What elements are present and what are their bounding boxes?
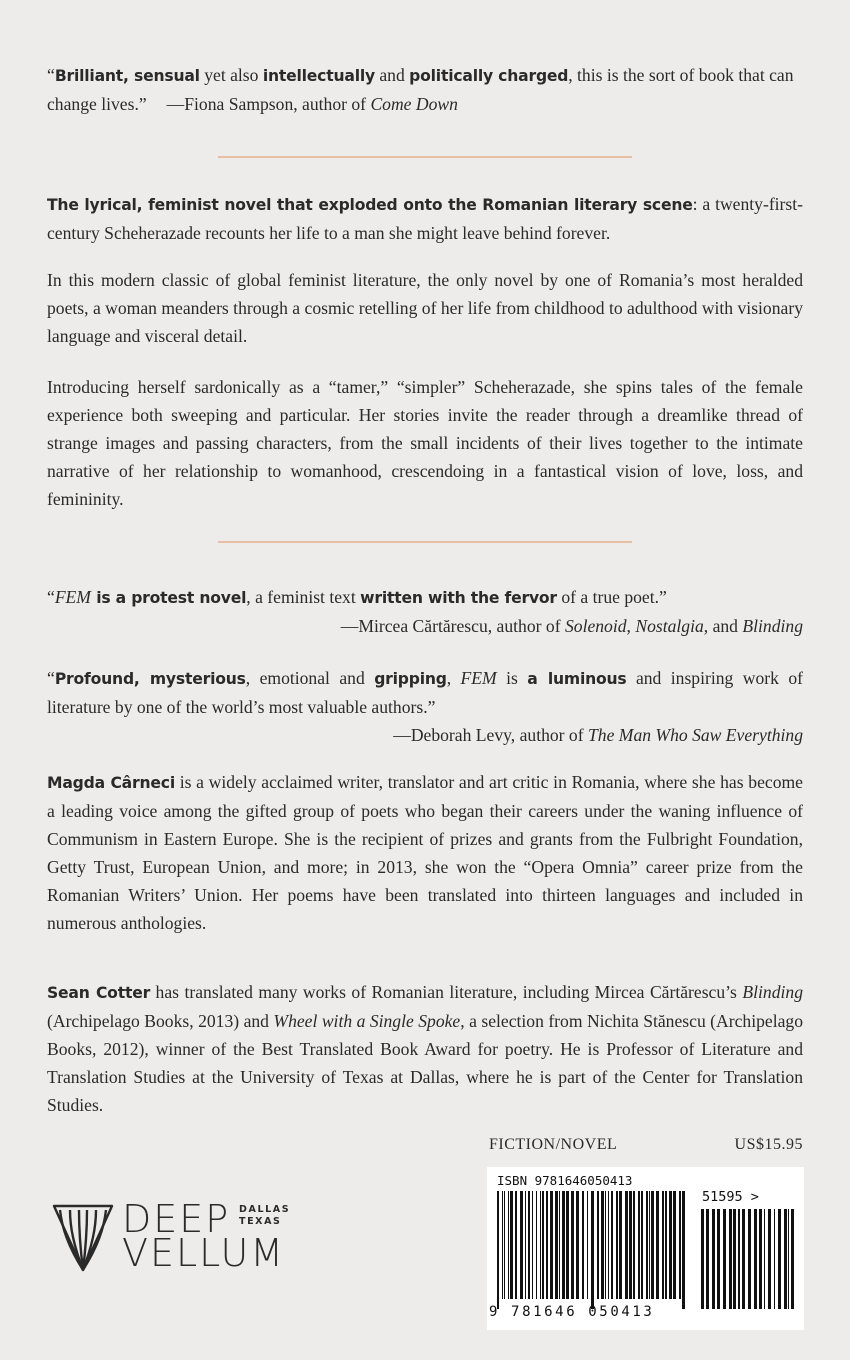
quote-highlight: written with the fervor bbox=[360, 589, 557, 607]
barcode-bar bbox=[673, 1191, 676, 1299]
quote-text: , bbox=[446, 668, 461, 688]
quote-text: , emotional and bbox=[245, 668, 375, 688]
barcode-bar bbox=[717, 1209, 720, 1309]
barcode-bar bbox=[712, 1209, 715, 1309]
barcode-bar bbox=[497, 1191, 499, 1309]
translator-name: Sean Cotter bbox=[47, 984, 151, 1002]
barcode-bar bbox=[778, 1209, 781, 1309]
addon-barcode bbox=[699, 1209, 795, 1309]
barcode-bar bbox=[733, 1209, 736, 1309]
divider-rule bbox=[218, 541, 632, 543]
quote-highlight: a luminous bbox=[527, 670, 627, 688]
attribution-work: Nostalgia bbox=[635, 616, 704, 636]
quote-highlight: Profound, mysterious bbox=[54, 670, 246, 688]
barcode-bar bbox=[748, 1209, 751, 1309]
attribution-text: —Fiona Sampson, author of bbox=[166, 94, 371, 114]
lead-text: : a twenty-first-century Scheherazade recounts her life to a man she might leave behind forever. bbox=[47, 194, 804, 243]
description-paragraph: Introducing herself sardonically as a “tamer,” “simpler” Scheherazade, she spins tales of the female experience both sweeping and particular. Her stories invite the reader through a dreamlike thread of strange images and passing characters, from the small incidents of their lives together to the intimate narrative of her relationship to womanhood, crescendoing in a fantastical vision of love, loss, and femininity. bbox=[47, 377, 803, 509]
barcode-bar bbox=[528, 1191, 530, 1299]
barcode-bar bbox=[525, 1191, 526, 1299]
barcode-bar bbox=[646, 1191, 648, 1299]
barcode-bar bbox=[591, 1191, 594, 1309]
barcode-bar bbox=[562, 1191, 565, 1299]
quote-body bbox=[47, 664, 803, 721]
barcode-bar bbox=[723, 1209, 726, 1309]
quote-book-title: FEM bbox=[54, 587, 91, 607]
genre-label: FICTION/NOVEL bbox=[489, 1136, 618, 1153]
barcode-bar bbox=[742, 1209, 745, 1309]
barcode-bar bbox=[559, 1191, 560, 1299]
barcode-bar bbox=[729, 1209, 732, 1309]
barcode-bar bbox=[791, 1209, 794, 1309]
bio-text: is a widely acclaimed writer, translator and art critic in Romania, where she has become a leading voice among the gifted group of poets who began their careers under the waning influence of Communism in Eastern Europe. She is the recipient of prizes and grants from the Fulbright Foundation, Getty Trust, European Union, and more; in 2013, she won the “Opera Omnia” career prize from the Romanian Writers’ Union. Her poems have been translated into thirteen languages and included in numerous anthologies. bbox=[47, 772, 803, 933]
price-label: US$15.95 bbox=[734, 1136, 803, 1153]
barcode-bar bbox=[679, 1191, 681, 1299]
attribution-text: —Deborah Levy, author of bbox=[393, 725, 588, 745]
logo-wordmark: VELLUM bbox=[122, 1231, 286, 1275]
quote-highlight: gripping bbox=[374, 670, 447, 688]
price-code: 51595 > bbox=[702, 1189, 759, 1205]
quote-attribution bbox=[167, 94, 458, 114]
publisher-logo bbox=[52, 1198, 312, 1278]
attribution-work: Solenoid bbox=[564, 616, 627, 636]
barcode-bar bbox=[502, 1191, 503, 1299]
logo-city-line: TEXAS bbox=[239, 1216, 282, 1227]
barcode-bar bbox=[536, 1191, 537, 1299]
barcode-bar bbox=[611, 1191, 613, 1299]
barcode-bar bbox=[759, 1209, 762, 1309]
barcode-bar bbox=[555, 1191, 558, 1299]
barcode-bar bbox=[738, 1209, 740, 1309]
author-bio bbox=[47, 768, 803, 937]
barcode-bar bbox=[542, 1191, 544, 1299]
barcode-bar bbox=[629, 1191, 632, 1299]
barcode-bar bbox=[669, 1191, 672, 1299]
barcode-bar bbox=[665, 1191, 667, 1299]
logo-city-line: DALLAS bbox=[239, 1204, 291, 1215]
quote-text: and bbox=[374, 65, 410, 85]
barcode-bar bbox=[597, 1191, 599, 1299]
bio-text: (Archipelago Books, 2013) and bbox=[47, 1011, 274, 1031]
barcode-bar bbox=[625, 1191, 628, 1299]
barcode-bar bbox=[701, 1209, 704, 1309]
barcode-bar bbox=[764, 1209, 765, 1309]
quote-levy bbox=[47, 664, 803, 749]
barcode-bar bbox=[788, 1209, 789, 1309]
description-lead bbox=[47, 190, 803, 247]
quote-highlight: is a protest novel bbox=[90, 589, 247, 607]
barcode-bar bbox=[616, 1191, 618, 1299]
quote-highlight: Brilliant, sensual bbox=[54, 67, 200, 85]
attribution-work: The Man Who Saw Everything bbox=[588, 725, 803, 745]
barcode-bar bbox=[540, 1191, 541, 1299]
barcode-panel bbox=[487, 1167, 804, 1330]
attribution-text: —Mircea Cărtărescu, author of bbox=[340, 616, 565, 636]
barcode-bar bbox=[656, 1191, 659, 1299]
bio-work: Wheel with a Single Spoke bbox=[273, 1011, 461, 1031]
translator-bio bbox=[47, 978, 803, 1119]
quote-highlight: intellectually bbox=[262, 67, 375, 85]
quote-open: “ bbox=[47, 668, 55, 688]
bio-work: Blinding bbox=[742, 982, 803, 1002]
barcode-bar bbox=[774, 1209, 775, 1309]
barcode-bar bbox=[619, 1191, 622, 1299]
quote-cartarescu bbox=[47, 583, 803, 640]
attribution-sep: , bbox=[626, 616, 636, 636]
barcode-bar bbox=[546, 1191, 548, 1299]
quote-text: , this is the sort of book that can change lives.” bbox=[47, 65, 794, 114]
quote-text: yet also bbox=[199, 65, 263, 85]
ean-barcode bbox=[495, 1191, 689, 1309]
barcode-bar bbox=[784, 1209, 787, 1309]
quote-sampson bbox=[47, 61, 803, 118]
barcode-bar bbox=[582, 1191, 584, 1299]
barcode-bar bbox=[571, 1191, 574, 1299]
barcode-bar bbox=[576, 1191, 579, 1299]
barcode-bar bbox=[662, 1191, 664, 1299]
bio-text: , a selection from Nichita Stănescu (Archipelago Books, 2012), winner of the Best Translated Book Award for poetry. He is Professor of Literature and Translation Studies at the University of Texas at Dallas, where he is part of the Center for Translation Studies. bbox=[47, 1011, 803, 1115]
barcode-bar bbox=[520, 1191, 523, 1299]
attribution-work: Blinding bbox=[742, 616, 803, 636]
barcode-bar bbox=[706, 1209, 709, 1309]
barcode-bar bbox=[638, 1191, 640, 1299]
lead-highlight: The lyrical, feminist novel that exploded onto the Romanian literary scene bbox=[47, 196, 693, 214]
barcode-bar bbox=[550, 1191, 553, 1299]
bio-text: has translated many works of Romanian literature, including Mircea Cărtărescu’s bbox=[150, 982, 743, 1002]
barcode-bar bbox=[754, 1209, 757, 1309]
attribution-work: Come Down bbox=[370, 94, 458, 114]
isbn-label: ISBN 9781646050413 bbox=[497, 1173, 633, 1188]
quote-book-title: FEM bbox=[460, 668, 497, 688]
quote-body bbox=[47, 583, 803, 612]
quote-text: is bbox=[496, 668, 528, 688]
quote-open: “ bbox=[47, 587, 55, 607]
barcode-bar bbox=[532, 1191, 533, 1299]
divider-rule bbox=[218, 156, 632, 158]
quote-open: “ bbox=[47, 65, 55, 85]
quote-text: of a true poet.” bbox=[556, 587, 667, 607]
barcode-bar bbox=[510, 1191, 513, 1299]
logo-city bbox=[239, 1204, 290, 1228]
barcode-bar bbox=[682, 1191, 685, 1309]
barcode-bar bbox=[566, 1191, 569, 1299]
quote-attribution bbox=[47, 721, 803, 749]
barcode-bar bbox=[605, 1191, 606, 1299]
quote-attribution bbox=[47, 612, 803, 640]
author-name: Magda Cârneci bbox=[47, 774, 175, 792]
barcode-bar bbox=[768, 1209, 771, 1309]
vellum-emblem-icon bbox=[52, 1202, 114, 1274]
quote-text: and inspiring work of literature by one of the world’s most valuable authors.” bbox=[47, 668, 803, 717]
barcode-bar bbox=[508, 1191, 509, 1299]
barcode-bar bbox=[504, 1191, 505, 1299]
barcode-bar bbox=[587, 1191, 588, 1299]
description-paragraph: In this modern classic of global feminist literature, the only novel by one of Romania’s most heralded poets, a woman meanders through a cosmic retelling of her life from childhood to adulthood with visionary language and visceral detail. bbox=[47, 270, 803, 346]
quote-text: , a feminist text bbox=[246, 587, 361, 607]
attribution-sep: , and bbox=[703, 616, 743, 636]
logo-wordmark: DEEP bbox=[122, 1197, 231, 1241]
barcode-bar bbox=[515, 1191, 517, 1299]
barcode-bar bbox=[601, 1191, 604, 1299]
barcode-bar bbox=[608, 1191, 609, 1299]
barcode-bar bbox=[649, 1191, 650, 1299]
barcode-bar bbox=[651, 1191, 654, 1299]
barcode-bar bbox=[633, 1191, 635, 1299]
barcode-digits: 9 781646 050413 bbox=[489, 1304, 655, 1320]
barcode-bar bbox=[641, 1191, 643, 1299]
quote-highlight: politically charged bbox=[409, 67, 569, 85]
